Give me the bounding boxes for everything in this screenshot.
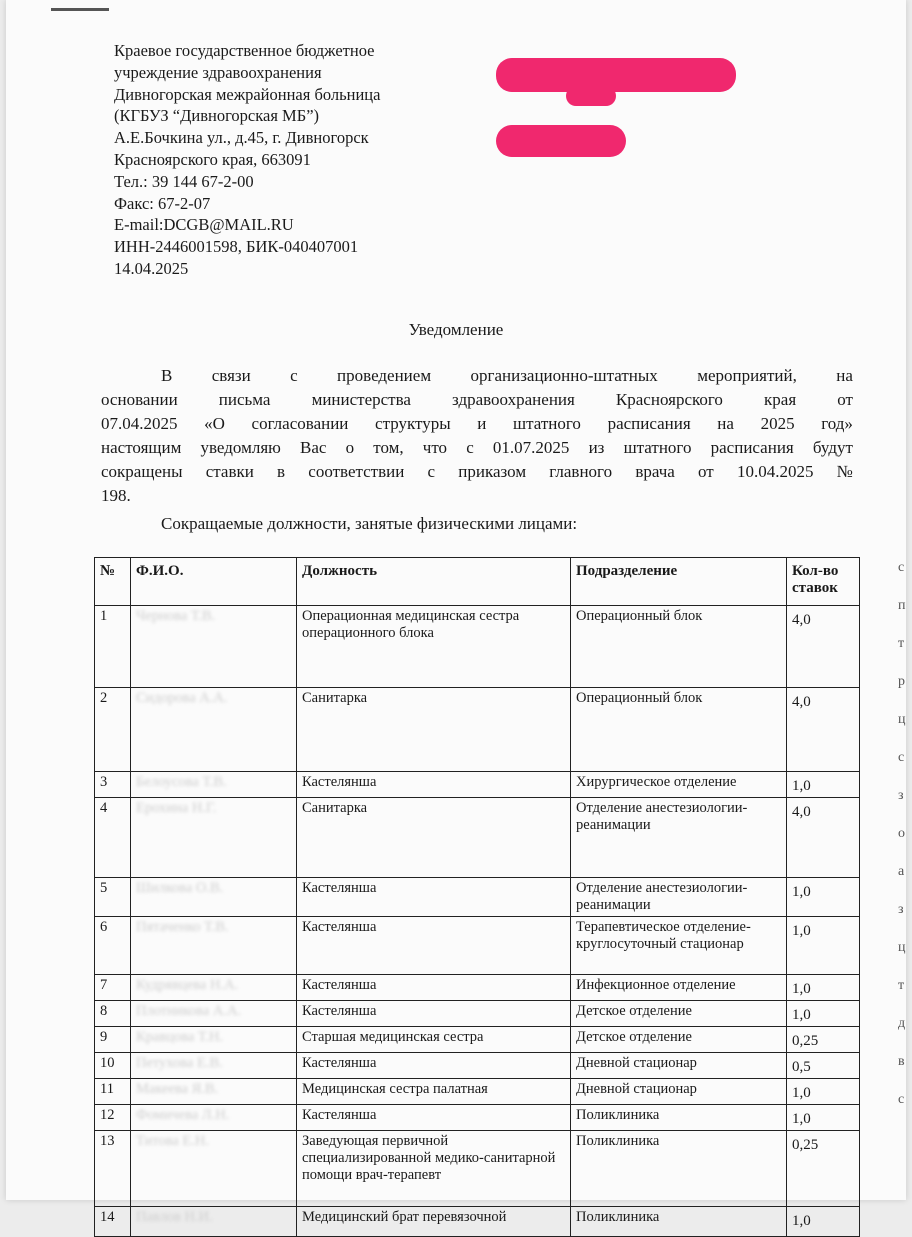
document-date: 14.04.2025 (114, 258, 189, 278)
redaction-mark (566, 86, 616, 106)
body-word: на (717, 414, 734, 433)
cell-position: Медицинская сестра палатная (297, 1079, 571, 1105)
cell-department: Хирургическое отделение (571, 772, 787, 798)
header-num: № (95, 558, 131, 606)
body-word: 10.04.2025 (736, 462, 814, 481)
body-word: врача (635, 462, 675, 481)
body-line (101, 412, 853, 436)
org-line: Дивногорская межрайонная больница (114, 84, 381, 104)
body-word: приказом (458, 462, 527, 481)
header-rates: Кол-во ставок (787, 558, 860, 606)
body-word: связи (211, 366, 251, 385)
cell-num: 7 (95, 975, 131, 1001)
body-word: № (836, 462, 853, 481)
edge-fragment: с (898, 1092, 905, 1107)
body-word: Красноярского (615, 390, 723, 409)
table-row (95, 798, 860, 878)
body-word: настоящим (101, 438, 182, 457)
cell-rates: 1,0 (787, 772, 860, 798)
edge-fragment: з (898, 902, 904, 917)
body-word: в (277, 462, 286, 481)
cell-fio: Кравцова Т.Н. (131, 1027, 297, 1053)
cell-rates: 0,25 (787, 1027, 860, 1053)
cell-position: Кастелянша (297, 878, 571, 917)
edge-fragment: ц (898, 940, 906, 955)
org-line: Тел.: 39 144 67-2-00 (114, 171, 254, 191)
org-line: Красноярского края, 663091 (114, 149, 311, 169)
table-row (95, 1105, 860, 1131)
cell-department: Детское отделение (571, 1027, 787, 1053)
cell-fio: Петухова Е.В. (131, 1053, 297, 1079)
body-word: и (477, 414, 487, 433)
cell-position: Кастелянша (297, 772, 571, 798)
cell-department: Дневной стационар (571, 1079, 787, 1105)
cell-num: 14 (95, 1207, 131, 1237)
cell-department: Отделение анестезиологии-реанимации (571, 798, 787, 878)
body-word: на (836, 366, 853, 385)
cell-department: Поликлиника (571, 1105, 787, 1131)
org-line: E-mail:DCGB@MAIL.RU (114, 215, 294, 235)
cell-num: 6 (95, 917, 131, 975)
body-word: основании (101, 390, 178, 409)
cell-fio: Шилкова О.В. (131, 878, 297, 917)
body-line (101, 364, 853, 388)
edge-fragment: с (898, 750, 905, 765)
organization-header (114, 40, 380, 280)
body-word: мероприятий, (697, 366, 797, 385)
body-word: том, (373, 438, 404, 457)
edge-fragment: д (898, 1016, 906, 1031)
table-row (95, 878, 860, 917)
body-word: с (466, 438, 474, 457)
cell-num: 9 (95, 1027, 131, 1053)
cell-position: Кастелянша (297, 1001, 571, 1027)
body-word: проведением (337, 366, 432, 385)
table-row (95, 606, 860, 688)
document-sheet (6, 0, 906, 1229)
body-word: будут (812, 438, 853, 457)
body-word: о (345, 438, 355, 457)
body-line (101, 460, 853, 484)
body-word: штатного (513, 414, 581, 433)
cell-position: Санитарка (297, 688, 571, 772)
cell-fio: Чернова Т.В. (131, 606, 297, 688)
cell-fio: Макеева Я.В. (131, 1079, 297, 1105)
body-word: штатного (623, 438, 692, 457)
cell-fio: Титова Е.Н. (131, 1131, 297, 1207)
cell-department: Инфекционное отделение (571, 975, 787, 1001)
cell-fio: Ерохина Н.Г. (131, 798, 297, 878)
header-fio: Ф.И.О. (131, 558, 297, 606)
table-caption: Сокращаемые должности, занятые физическими лицами: (161, 514, 578, 533)
cell-num: 1 (95, 606, 131, 688)
cell-fio: Белоусова Т.В. (131, 772, 297, 798)
edge-fragment: ц (898, 712, 906, 727)
cell-num: 2 (95, 688, 131, 772)
body-word: сокращены (101, 462, 183, 481)
table-row (95, 1131, 860, 1207)
body-word: В (161, 366, 173, 385)
table-row (95, 1053, 860, 1079)
edge-fragment: т (898, 636, 905, 651)
body-word: главного (549, 462, 613, 481)
body-word: министерства (311, 390, 411, 409)
cell-fio: Пятаченко Т.В. (131, 917, 297, 975)
body-word: от (837, 390, 853, 409)
body-word: что (422, 438, 448, 457)
body-word: ставки (205, 462, 254, 481)
cell-position: Кастелянша (297, 1105, 571, 1131)
redaction-mark (496, 125, 626, 157)
edge-fragment: в (898, 1054, 905, 1069)
org-line: ИНН-2446001598, БИК-040407001 (114, 237, 359, 257)
body-word: из (588, 438, 605, 457)
table-row (95, 917, 860, 975)
cell-rates: 1,0 (787, 975, 860, 1001)
org-line: (КГБУЗ “Дивногорская МБ”) (114, 106, 320, 126)
cell-department: Дневной стационар (571, 1053, 787, 1079)
cell-rates: 1,0 (787, 1079, 860, 1105)
table-row (95, 975, 860, 1001)
body-word: края (764, 390, 797, 409)
edge-fragment: р (898, 674, 905, 689)
org-line: А.Е.Бочкина ул., д.45, г. Дивногорск (114, 128, 369, 148)
body-line (101, 388, 853, 412)
body-word: 01.07.2025 (492, 438, 570, 457)
body-word: расписания (607, 414, 691, 433)
cell-num: 5 (95, 878, 131, 917)
cell-position: Операционная медицинская сестра операционного блока (297, 606, 571, 688)
table-row (95, 1207, 860, 1237)
cell-fio: Сидорова А.А. (131, 688, 297, 772)
body-word: 07.04.2025 (101, 414, 178, 433)
body-word: соответствии (308, 462, 405, 481)
cell-fio: Фомичева Л.Н. (131, 1105, 297, 1131)
cell-department: Операционный блок (571, 688, 787, 772)
body-word: Вас (300, 438, 327, 457)
cell-position: Старшая медицинская сестра (297, 1027, 571, 1053)
body-word: с (427, 462, 436, 481)
cell-position: Медицинский брат перевязочной (297, 1207, 571, 1237)
notice-body (101, 364, 853, 508)
cell-department: Отделение анестезиологии-реанимации (571, 878, 787, 917)
cell-position: Кастелянша (297, 975, 571, 1001)
body-word: организационно-штатных (470, 366, 658, 385)
cell-rates: 1,0 (787, 878, 860, 917)
cell-department: Поликлиника (571, 1131, 787, 1207)
header-position: Должность (297, 558, 571, 606)
body-word: год» (821, 414, 853, 433)
cell-rates: 1,0 (787, 1105, 860, 1131)
cell-fio: Кудрявцева Н.А. (131, 975, 297, 1001)
body-word: здравоохранения (452, 390, 575, 409)
cell-num: 13 (95, 1131, 131, 1207)
top-rule (51, 8, 109, 11)
cell-num: 11 (95, 1079, 131, 1105)
cell-rates: 0,25 (787, 1131, 860, 1207)
cell-department: Детское отделение (571, 1001, 787, 1027)
cell-num: 4 (95, 798, 131, 878)
cell-fio: Плотникова А.А. (131, 1001, 297, 1027)
edge-fragment: п (898, 598, 906, 613)
document-title: Уведомление (408, 320, 504, 339)
edge-fragment: з (898, 788, 904, 803)
body-word: структуры (375, 414, 451, 433)
body-line: 198. (101, 486, 131, 505)
edge-fragment: о (898, 826, 905, 841)
org-line: Факс: 67-2-07 (114, 193, 211, 213)
cell-department: Операционный блок (571, 606, 787, 688)
redaction-mark (496, 58, 736, 92)
adjacent-page-edge (898, 560, 912, 1200)
table-row (95, 1027, 860, 1053)
table-header-row (95, 558, 860, 606)
cell-rates: 4,0 (787, 688, 860, 772)
cell-num: 3 (95, 772, 131, 798)
cell-rates: 1,0 (787, 917, 860, 975)
cell-fio: Павлов Н.И. (131, 1207, 297, 1237)
cell-position: Заведующая первичной специализированной медико-санитарной помощи врач-терапевт (297, 1131, 571, 1207)
cell-rates: 1,0 (787, 1207, 860, 1237)
cell-department: Поликлиника (571, 1207, 787, 1237)
edge-fragment: а (898, 864, 905, 879)
body-word: письма (218, 390, 271, 409)
body-line (101, 436, 853, 460)
body-word: с (290, 366, 298, 385)
cell-num: 8 (95, 1001, 131, 1027)
cell-num: 12 (95, 1105, 131, 1131)
cell-position: Кастелянша (297, 917, 571, 975)
body-word: уведомляю (200, 438, 281, 457)
org-line: учреждение здравоохранения (114, 62, 322, 82)
cell-department: Терапевтическое отделение-круглосуточный стационар (571, 917, 787, 975)
cell-position: Санитарка (297, 798, 571, 878)
table-row (95, 772, 860, 798)
edge-fragment: т (898, 978, 905, 993)
table-row (95, 688, 860, 772)
body-word: расписания (710, 438, 794, 457)
body-word: «О (204, 414, 225, 433)
cell-rates: 1,0 (787, 1001, 860, 1027)
cell-rates: 4,0 (787, 606, 860, 688)
body-word: от (698, 462, 714, 481)
body-word: согласовании (251, 414, 349, 433)
table-row (95, 1001, 860, 1027)
cell-position: Кастелянша (297, 1053, 571, 1079)
header-department: Подразделение (571, 558, 787, 606)
cell-num: 10 (95, 1053, 131, 1079)
cell-rates: 4,0 (787, 798, 860, 878)
cell-rates: 0,5 (787, 1053, 860, 1079)
edge-fragment: с (898, 560, 905, 575)
positions-table (94, 557, 860, 1237)
org-line: Краевое государственное бюджетное (114, 41, 375, 60)
table-row (95, 1079, 860, 1105)
body-word: 2025 (760, 414, 795, 433)
